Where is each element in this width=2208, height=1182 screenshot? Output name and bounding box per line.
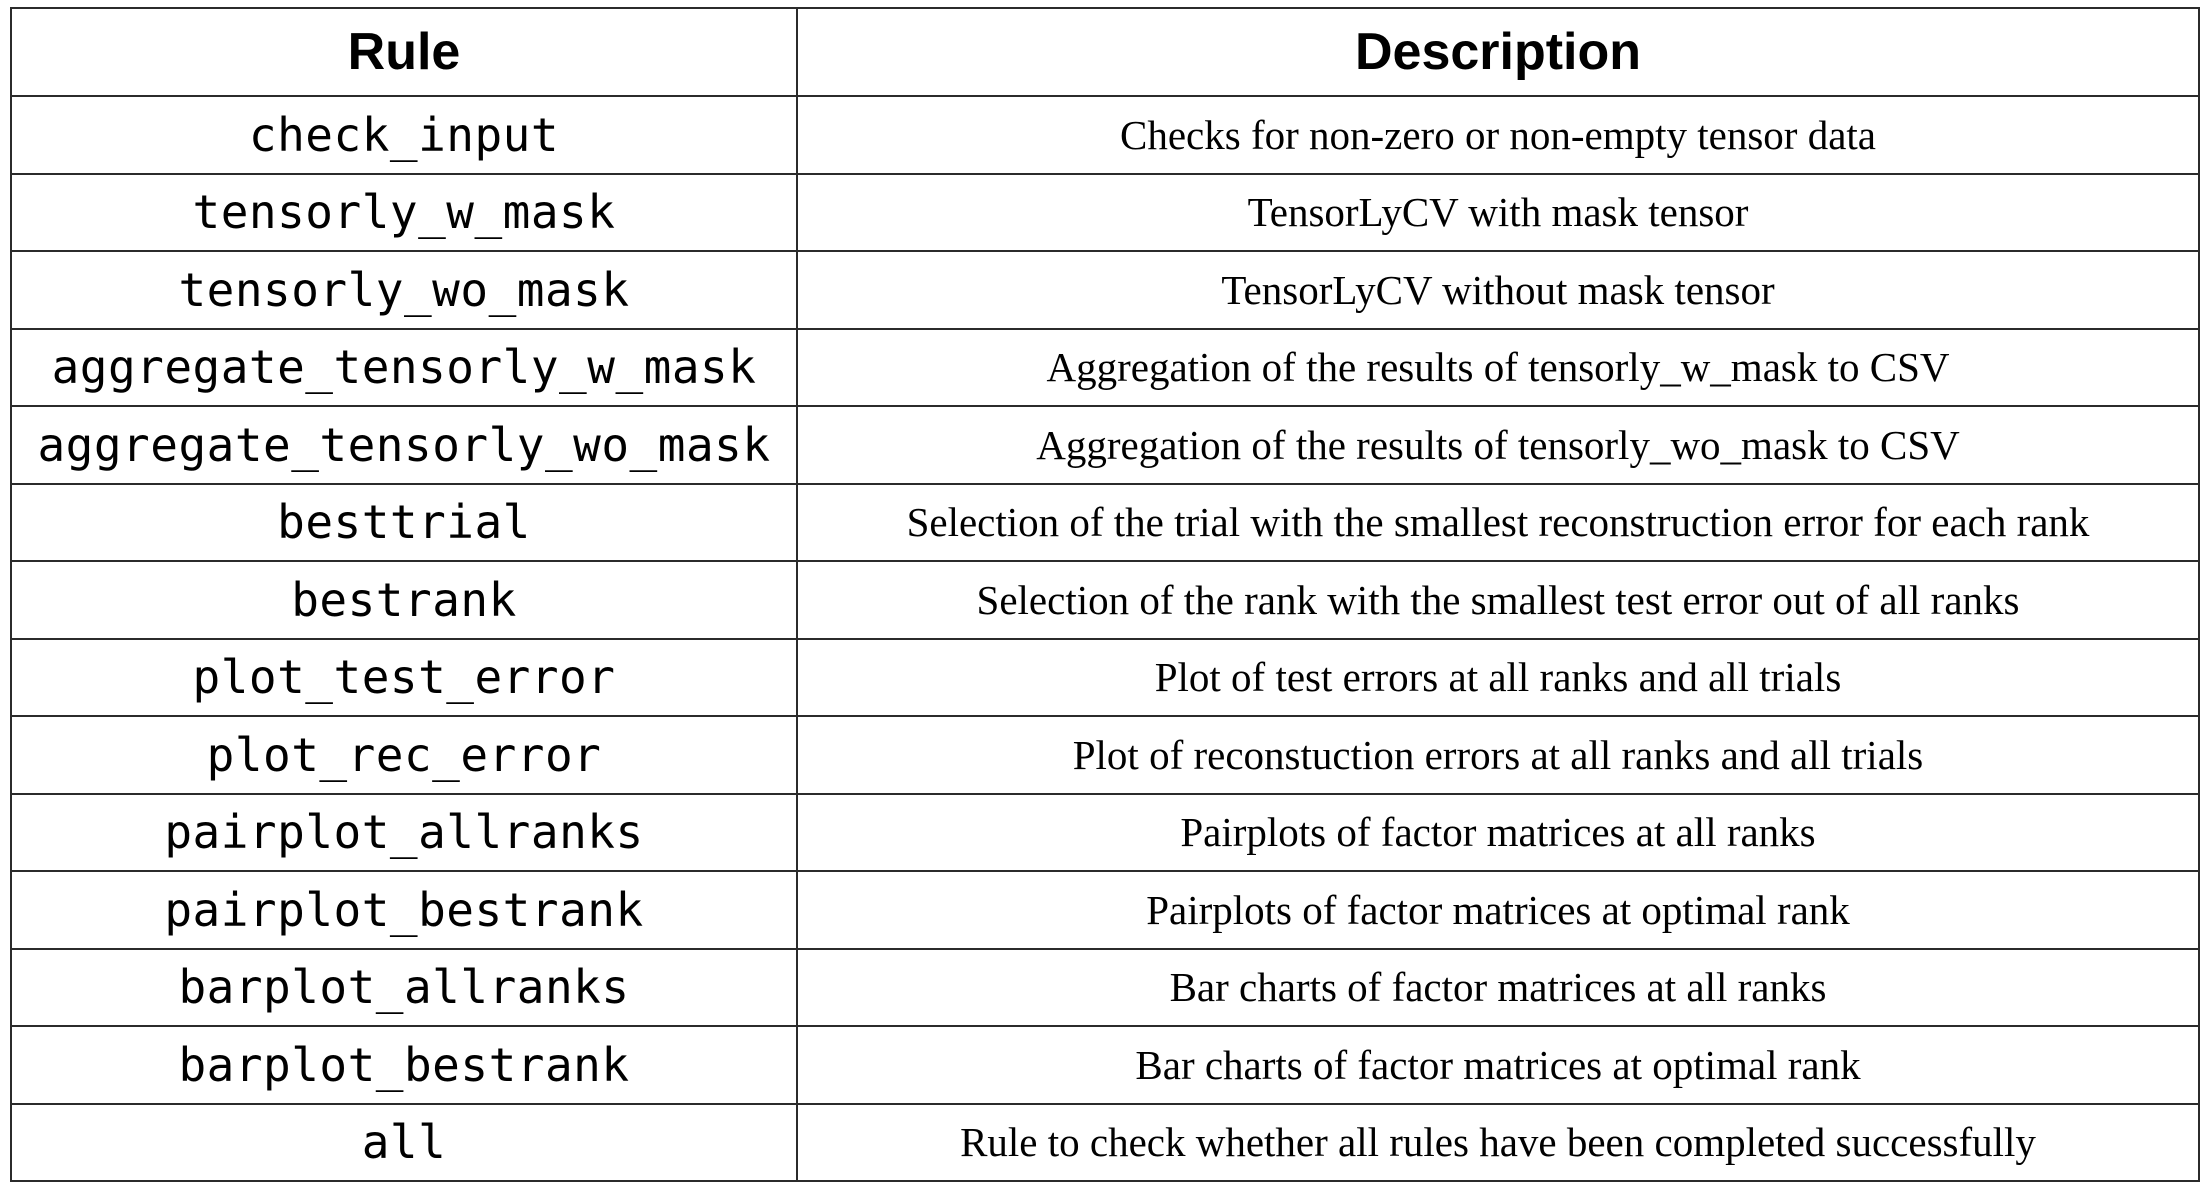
table-row — [11, 484, 2199, 562]
rule-cell: pairplot_allranks — [11, 794, 797, 872]
description-cell: Checks for non-zero or non-empty tensor data — [797, 96, 2199, 174]
description-cell: Selection of the rank with the smallest test error out of all ranks — [797, 561, 2199, 639]
table-row — [11, 329, 2199, 407]
description-cell: Pairplots of factor matrices at all ranks — [797, 794, 2199, 872]
description-cell: Bar charts of factor matrices at all ranks — [797, 949, 2199, 1027]
rule-cell: tensorly_w_mask — [11, 174, 797, 252]
table-row — [11, 406, 2199, 484]
table-row — [11, 251, 2199, 329]
description-cell: Aggregation of the results of tensorly_w_mask to CSV — [797, 329, 2199, 407]
rules-table — [10, 7, 2200, 1182]
rule-cell: barplot_allranks — [11, 949, 797, 1027]
table-row — [11, 174, 2199, 252]
rules-table-container — [10, 7, 2198, 1173]
description-cell: Rule to check whether all rules have been completed successfully — [797, 1104, 2199, 1182]
description-cell: TensorLyCV with mask tensor — [797, 174, 2199, 252]
description-cell: Bar charts of factor matrices at optimal rank — [797, 1026, 2199, 1104]
description-cell: Pairplots of factor matrices at optimal rank — [797, 871, 2199, 949]
rule-cell: besttrial — [11, 484, 797, 562]
description-cell: Plot of test errors at all ranks and all trials — [797, 639, 2199, 717]
rule-cell: check_input — [11, 96, 797, 174]
table-row — [11, 561, 2199, 639]
description-cell: Plot of reconstuction errors at all ranks and all trials — [797, 716, 2199, 794]
rule-cell: plot_test_error — [11, 639, 797, 717]
table-row — [11, 716, 2199, 794]
rule-cell: all — [11, 1104, 797, 1182]
description-cell: Aggregation of the results of tensorly_wo_mask to CSV — [797, 406, 2199, 484]
description-column-header: Description — [797, 8, 2199, 96]
description-cell: TensorLyCV without mask tensor — [797, 251, 2199, 329]
table-row — [11, 1104, 2199, 1182]
rule-cell: pairplot_bestrank — [11, 871, 797, 949]
rule-column-header: Rule — [11, 8, 797, 96]
table-row — [11, 949, 2199, 1027]
table-row — [11, 639, 2199, 717]
rule-cell: bestrank — [11, 561, 797, 639]
rule-cell: aggregate_tensorly_wo_mask — [11, 406, 797, 484]
rule-cell: plot_rec_error — [11, 716, 797, 794]
rule-cell: tensorly_wo_mask — [11, 251, 797, 329]
table-header-row — [11, 8, 2199, 96]
description-cell: Selection of the trial with the smallest reconstruction error for each rank — [797, 484, 2199, 562]
table-row — [11, 1026, 2199, 1104]
rule-cell: barplot_bestrank — [11, 1026, 797, 1104]
table-row — [11, 96, 2199, 174]
table-row — [11, 794, 2199, 872]
rule-cell: aggregate_tensorly_w_mask — [11, 329, 797, 407]
table-row — [11, 871, 2199, 949]
